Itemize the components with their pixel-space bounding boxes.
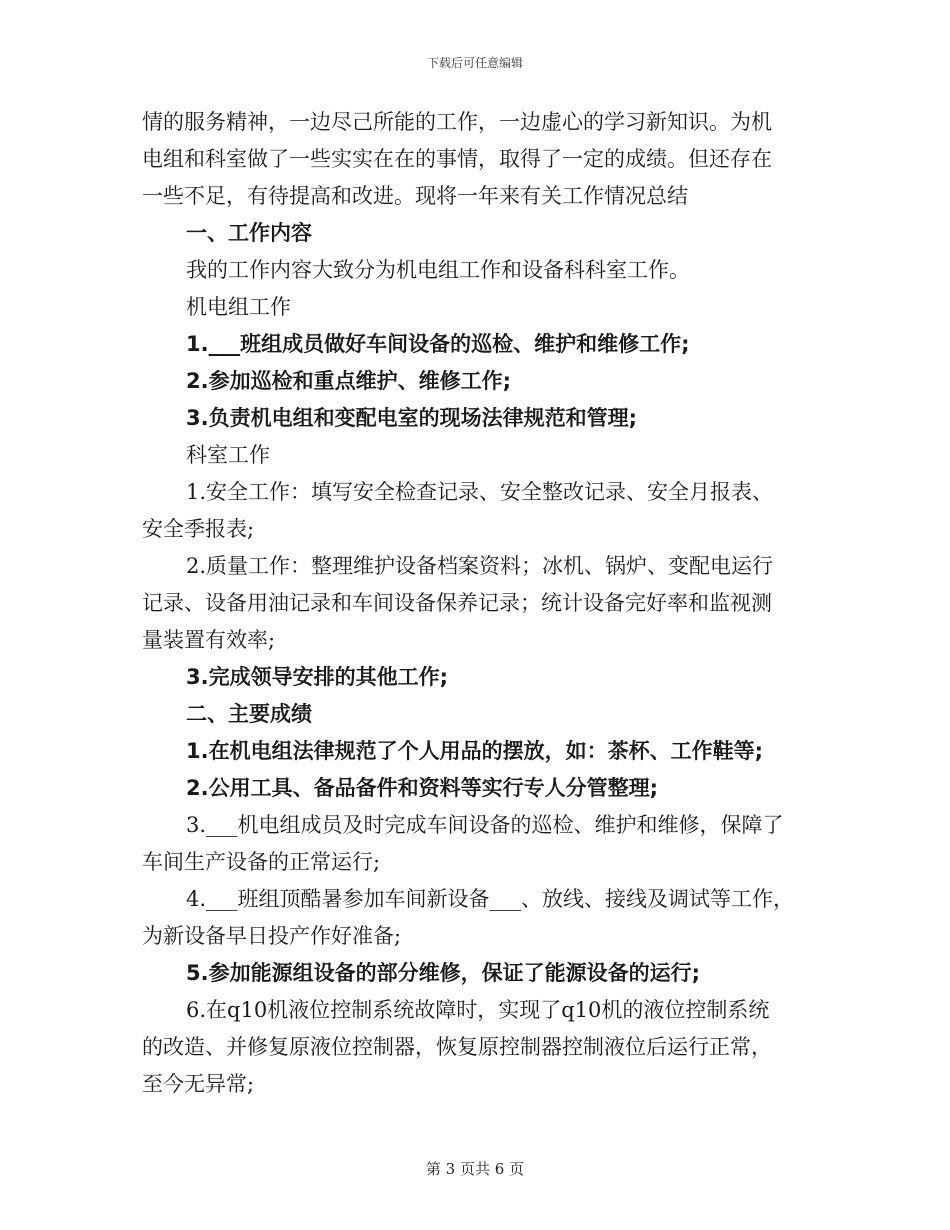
- document-body: [142, 104, 810, 1103]
- paragraph-line: 科室工作: [186, 443, 270, 467]
- paragraph-line: 电组和科室做了一些实实在在的事情，取得了一定的成绩。但还存在: [142, 147, 772, 171]
- paragraph-line: 2.公用工具、备品备件和资料等实行专人分管整理;: [186, 776, 658, 800]
- paragraph-line: 4.___班组顶酷暑参加车间新设备___、放线、接线及调试等工作，: [186, 887, 795, 911]
- paragraph-line: 情的服务精神，一边尽己所能的工作，一边虚心的学习新知识。为机: [142, 110, 772, 134]
- paragraph-line: 2.参加巡检和重点维护、维修工作;: [186, 369, 511, 393]
- paragraph-line: 二、主要成绩: [186, 702, 312, 726]
- paragraph-line: 1.___班组成员做好车间设备的巡检、维护和维修工作;: [186, 332, 690, 356]
- paragraph-line: 一、工作内容: [186, 221, 312, 245]
- paragraph-line: 至今无异常;: [142, 1072, 255, 1096]
- paragraph-line: 我的工作内容大致分为机电组工作和设备科科室工作。: [186, 258, 690, 282]
- paragraph-line: 1.安全工作：填写安全检查记录、安全整改记录、安全月报表、: [186, 480, 774, 504]
- paragraph-line: 车间生产设备的正常运行;: [142, 850, 381, 874]
- paragraph-line: 的改造、并修复原液位控制器，恢复原控制器控制液位后运行正常，: [142, 1035, 772, 1059]
- paragraph-line: 5.参加能源组设备的部分维修，保证了能源设备的运行;: [186, 961, 700, 985]
- paragraph-line: 量装置有效率;: [142, 628, 276, 652]
- paragraph-line: 一些不足，有待提高和改进。现将一年来有关工作情况总结: [142, 184, 688, 208]
- paragraph-line: 3.完成领导安排的其他工作;: [186, 665, 448, 689]
- paragraph-line: 6.在q10机液位控制系统故障时，实现了q10机的液位控制系统: [186, 998, 770, 1022]
- paragraph-line: 机电组工作: [186, 295, 291, 319]
- paragraph-line: 1.在机电组法律规范了个人用品的摆放，如：茶杯、工作鞋等;: [186, 739, 763, 763]
- page-header: 下载后可任意编辑: [426, 56, 523, 70]
- paragraph-line: 记录、设备用油记录和车间设备保养记录；统计设备完好率和监视测: [142, 591, 772, 615]
- paragraph-line: 3.负责机电组和变配电室的现场法律规范和管理;: [186, 406, 637, 430]
- page-footer: 第 3 页共 6 页: [425, 1160, 525, 1178]
- paragraph-line: 安全季报表;: [142, 517, 255, 541]
- paragraph-line: 为新设备早日投产作好准备;: [142, 924, 402, 948]
- paragraph-line: 2.质量工作：整理维护设备档案资料；冰机、锅炉、变配电运行: [186, 554, 774, 578]
- paragraph-line: 3.___机电组成员及时完成车间设备的巡检、维护和维修，保障了: [186, 813, 784, 837]
